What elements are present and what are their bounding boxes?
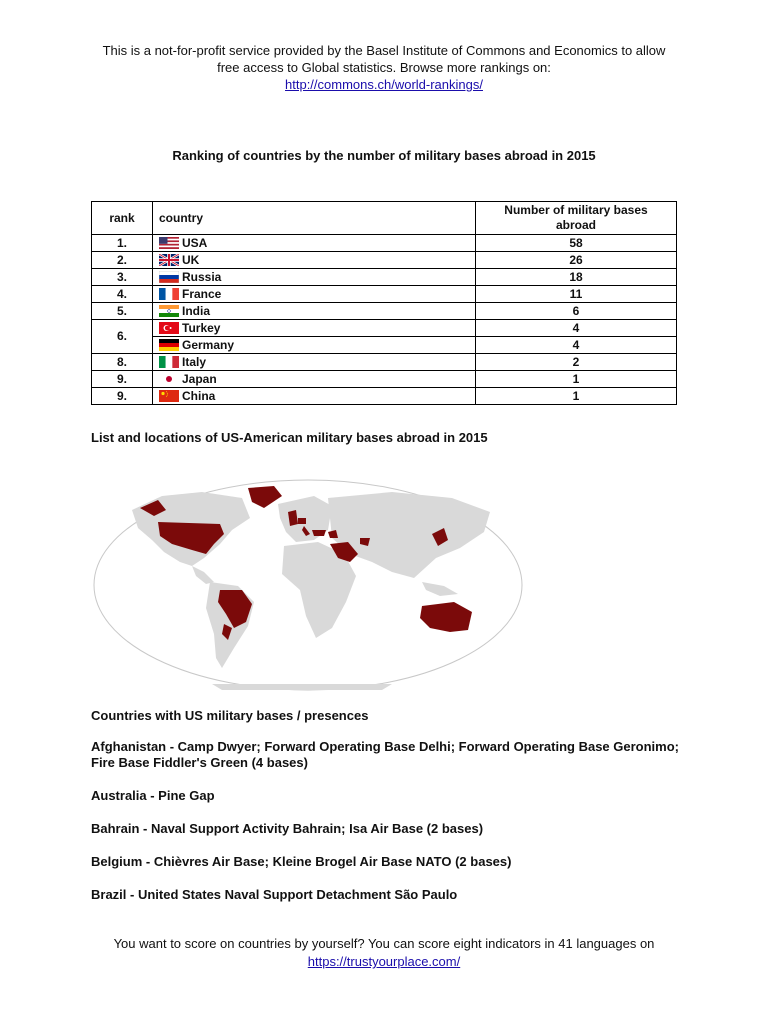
table-header-row: [92, 202, 677, 235]
table-row: [92, 320, 677, 337]
value-cell: 4: [476, 320, 677, 337]
trustyourplace-link[interactable]: https://trustyourplace.com/: [307, 954, 461, 969]
italy-flag-icon: [159, 356, 179, 368]
usa-flag-icon: [159, 237, 179, 249]
rank-cell: 6.: [92, 320, 153, 354]
us-bases-world-map: [92, 478, 524, 692]
country-cell: [153, 235, 476, 252]
header-rank: rank: [92, 202, 153, 235]
country-name: USA: [182, 235, 208, 250]
country-cell: [153, 371, 476, 388]
list-item: Brazil - United States Naval Support Detachment São Paulo: [91, 887, 458, 902]
footer-text: [60, 935, 708, 971]
country-cell: [153, 269, 476, 286]
value-cell: 26: [476, 252, 677, 269]
list-item: Bahrain - Naval Support Activity Bahrain; Isa Air Base (2 bases): [91, 821, 484, 836]
table-row: [92, 303, 677, 320]
header-value-line-2: abroad: [555, 218, 596, 232]
japan-flag-icon: [159, 373, 179, 385]
value-cell: 11: [476, 286, 677, 303]
intro-line-1: This is a not-for-profit service provided by the Basel Institute of Commons and Economics to allow: [102, 43, 666, 58]
country-name: Germany: [182, 337, 235, 352]
country-cell: [153, 286, 476, 303]
ranking-table: [91, 201, 677, 405]
country-name: India: [182, 303, 211, 318]
rank-cell: 1.: [92, 235, 153, 252]
country-cell: [153, 337, 476, 354]
table-row: [92, 252, 677, 269]
list-item: Afghanistan - Camp Dwyer; Forward Operating Base Delhi; Forward Operating Base Geronimo; Fire Base Fiddler's Green (4 bases): [91, 739, 679, 770]
country-name: Russia: [182, 269, 222, 284]
value-cell: 1: [476, 371, 677, 388]
france-flag-icon: [159, 288, 179, 300]
uk-flag-icon: [159, 254, 179, 266]
value-cell: 6: [476, 303, 677, 320]
table-row: [92, 337, 677, 354]
rank-cell: 3.: [92, 269, 153, 286]
bases-list: [91, 739, 681, 920]
country-cell: [153, 303, 476, 320]
table-row: [92, 269, 677, 286]
rank-cell: 2.: [92, 252, 153, 269]
china-flag-icon: [159, 390, 179, 402]
footer-line-1: You want to score on countries by yourself? You can score eight indicators in 41 languages on: [113, 936, 655, 951]
country-cell: [153, 388, 476, 405]
value-cell: 58: [476, 235, 677, 252]
map-title: List and locations of US-American military bases abroad in 2015: [91, 430, 488, 445]
value-cell: 4: [476, 337, 677, 354]
germany-flag-icon: [159, 339, 179, 351]
rank-cell: 9.: [92, 371, 153, 388]
list-item: Australia - Pine Gap: [91, 788, 215, 803]
country-name: UK: [182, 252, 200, 267]
table-title: Ranking of countries by the number of military bases abroad in 2015: [172, 148, 596, 163]
table-row: [92, 354, 677, 371]
country-cell: [153, 354, 476, 371]
header-country: country: [153, 202, 476, 235]
country-cell: [153, 252, 476, 269]
header-value-line-1: Number of military bases: [504, 203, 648, 217]
list-item: Belgium - Chièvres Air Base; Kleine Brogel Air Base NATO (2 bases): [91, 854, 512, 869]
table-row: [92, 388, 677, 405]
header-value: [476, 202, 677, 235]
value-cell: 2: [476, 354, 677, 371]
rankings-link[interactable]: http://commons.ch/world-rankings/: [285, 77, 483, 92]
rank-cell: 9.: [92, 388, 153, 405]
country-cell: [153, 320, 476, 337]
table-row: [92, 235, 677, 252]
intro-text: [60, 42, 708, 93]
intro-line-2: free access to Global statistics. Browse more rankings on:: [217, 60, 551, 75]
country-name: Italy: [182, 354, 207, 369]
rank-cell: 5.: [92, 303, 153, 320]
bases-list-title: Countries with US military bases / presences: [91, 708, 369, 723]
country-name: France: [182, 286, 222, 301]
india-flag-icon: [159, 305, 179, 317]
russia-flag-icon: [159, 271, 179, 283]
rank-cell: 8.: [92, 354, 153, 371]
country-name: China: [182, 388, 216, 403]
rank-cell: 4.: [92, 286, 153, 303]
value-cell: 18: [476, 269, 677, 286]
country-name: Turkey: [182, 320, 221, 335]
turkey-flag-icon: [159, 322, 179, 334]
table-row: [92, 286, 677, 303]
country-name: Japan: [182, 371, 217, 386]
table-row: [92, 371, 677, 388]
value-cell: 1: [476, 388, 677, 405]
